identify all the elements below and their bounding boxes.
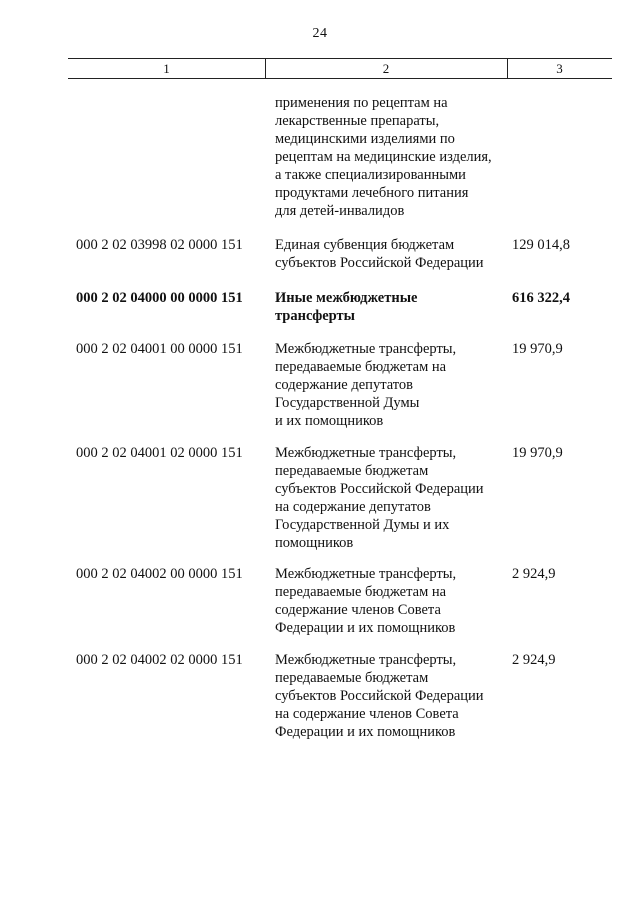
row-code: 000 2 02 04002 02 0000 151 [76, 652, 243, 668]
description-line: Федерации и их помощников [275, 724, 456, 740]
description-line: передаваемые бюджетам на [275, 359, 447, 375]
description-line: а также специализированными [275, 167, 466, 183]
description-line: содержание членов Совета [275, 602, 441, 618]
description-line: Межбюджетные трансферты, [275, 652, 457, 668]
row-description [275, 565, 510, 637]
description-line: Единая субвенция бюджетам [275, 237, 455, 253]
row-code: 000 2 02 04000 00 0000 151 [76, 290, 243, 306]
description-line: рецептам на медицинские изделия, [275, 149, 492, 165]
row-code: 000 2 02 03998 02 0000 151 [76, 237, 243, 253]
description-line: Государственной Думы [275, 395, 420, 411]
row-code: 000 2 02 04002 00 0000 151 [76, 566, 243, 582]
description-line: содержание депутатов [275, 377, 414, 393]
description-line: на содержание членов Совета [275, 706, 459, 722]
description-line: Межбюджетные трансферты, [275, 566, 457, 582]
row-amount: 2 924,9 [512, 652, 556, 668]
description-line: для детей-инвалидов [275, 203, 405, 219]
column-header-1: 1 [68, 59, 266, 78]
row-amount: 129 014,8 [512, 237, 570, 253]
row-description [275, 651, 510, 741]
continuation-description [275, 94, 510, 220]
row-description [275, 236, 510, 272]
column-header-2: 2 [265, 59, 508, 78]
description-line: Иные межбюджетные [275, 290, 418, 306]
description-line: продуктами лечебного питания [275, 185, 469, 201]
description-line: Государственной Думы и их [275, 517, 450, 533]
row-amount: 2 924,9 [512, 566, 556, 582]
description-line: передаваемые бюджетам на [275, 584, 447, 600]
description-line: трансферты [275, 308, 355, 324]
description-line: Федерации и их помощников [275, 620, 456, 636]
column-header-3: 3 [556, 61, 563, 76]
description-line: лекарственные препараты, [275, 113, 440, 129]
description-line: применения по рецептам на [275, 95, 448, 111]
row-amount: 19 970,9 [512, 445, 563, 461]
description-line: передаваемые бюджетам [275, 463, 429, 479]
row-code: 000 2 02 04001 00 0000 151 [76, 341, 243, 357]
description-line: и их помощников [275, 413, 384, 429]
description-line: субъектов Российской Федерации [275, 688, 484, 704]
description-line: Межбюджетные трансферты, [275, 445, 457, 461]
description-line: субъектов Российской Федерации [275, 481, 484, 497]
description-line: помощников [275, 535, 354, 551]
row-amount: 19 970,9 [512, 341, 563, 357]
row-amount: 616 322,4 [512, 290, 570, 306]
row-description [275, 289, 510, 325]
row-description [275, 340, 510, 430]
table-header [68, 58, 612, 79]
page-number: 24 [312, 26, 328, 41]
description-line: передаваемые бюджетам [275, 670, 429, 686]
description-line: медицинскими изделиями по [275, 131, 455, 147]
row-description [275, 444, 510, 552]
row-code: 000 2 02 04001 02 0000 151 [76, 445, 243, 461]
description-line: Межбюджетные трансферты, [275, 341, 457, 357]
description-line: субъектов Российской Федерации [275, 255, 484, 271]
description-line: на содержание депутатов [275, 499, 431, 515]
